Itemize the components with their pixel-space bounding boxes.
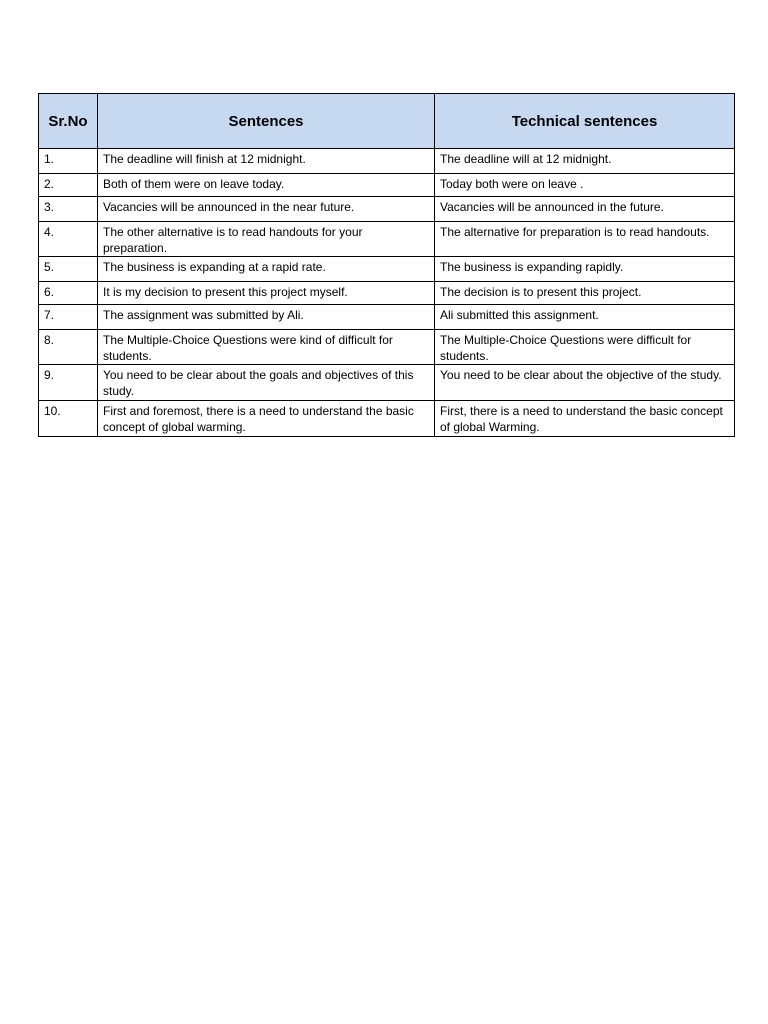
row-technical-sentence: First, there is a need to understand the basic concept of global Warming.: [435, 401, 735, 437]
table-row: [39, 401, 735, 437]
table-row: [39, 257, 735, 282]
row-sentence: The business is expanding at a rapid rate.: [98, 257, 435, 282]
row-technical-sentence: The business is expanding rapidly.: [435, 257, 735, 282]
row-srno: 6.: [39, 282, 98, 305]
row-sentence: First and foremost, there is a need to understand the basic concept of global warming.: [98, 401, 435, 437]
header-srno: Sr.No: [39, 94, 98, 149]
header-sentences: Sentences: [98, 94, 435, 149]
table-row: [39, 305, 735, 330]
table-row: [39, 365, 735, 401]
row-technical-sentence: The Multiple-Choice Questions were difficult for students.: [435, 330, 735, 365]
table-row: [39, 197, 735, 222]
row-sentence: Both of them were on leave today.: [98, 174, 435, 197]
row-sentence: The assignment was submitted by Ali.: [98, 305, 435, 330]
row-technical-sentence: The decision is to present this project.: [435, 282, 735, 305]
table-row: [39, 174, 735, 197]
row-srno: 1.: [39, 149, 98, 174]
row-srno: 8.: [39, 330, 98, 365]
row-sentence: It is my decision to present this project myself.: [98, 282, 435, 305]
row-sentence: The deadline will finish at 12 midnight.: [98, 149, 435, 174]
table-row: [39, 282, 735, 305]
row-sentence: You need to be clear about the goals and objectives of this study.: [98, 365, 435, 401]
row-srno: 5.: [39, 257, 98, 282]
row-technical-sentence: You need to be clear about the objective of the study.: [435, 365, 735, 401]
table-row: [39, 149, 735, 174]
row-technical-sentence: Ali submitted this assignment.: [435, 305, 735, 330]
row-technical-sentence: Today both were on leave .: [435, 174, 735, 197]
row-sentence: Vacancies will be announced in the near future.: [98, 197, 435, 222]
table-header-row: [39, 94, 735, 149]
table-row: [39, 330, 735, 365]
row-srno: 4.: [39, 222, 98, 257]
row-sentence: The Multiple-Choice Questions were kind of difficult for students.: [98, 330, 435, 365]
row-srno: 7.: [39, 305, 98, 330]
sentences-table: [38, 93, 735, 437]
row-srno: 2.: [39, 174, 98, 197]
row-srno: 10.: [39, 401, 98, 437]
row-technical-sentence: The deadline will at 12 midnight.: [435, 149, 735, 174]
row-technical-sentence: Vacancies will be announced in the future.: [435, 197, 735, 222]
row-technical-sentence: The alternative for preparation is to read handouts.: [435, 222, 735, 257]
header-technical-sentences: Technical sentences: [435, 94, 735, 149]
row-srno: 9.: [39, 365, 98, 401]
row-sentence: The other alternative is to read handouts for your preparation.: [98, 222, 435, 257]
table-row: [39, 222, 735, 257]
row-srno: 3.: [39, 197, 98, 222]
